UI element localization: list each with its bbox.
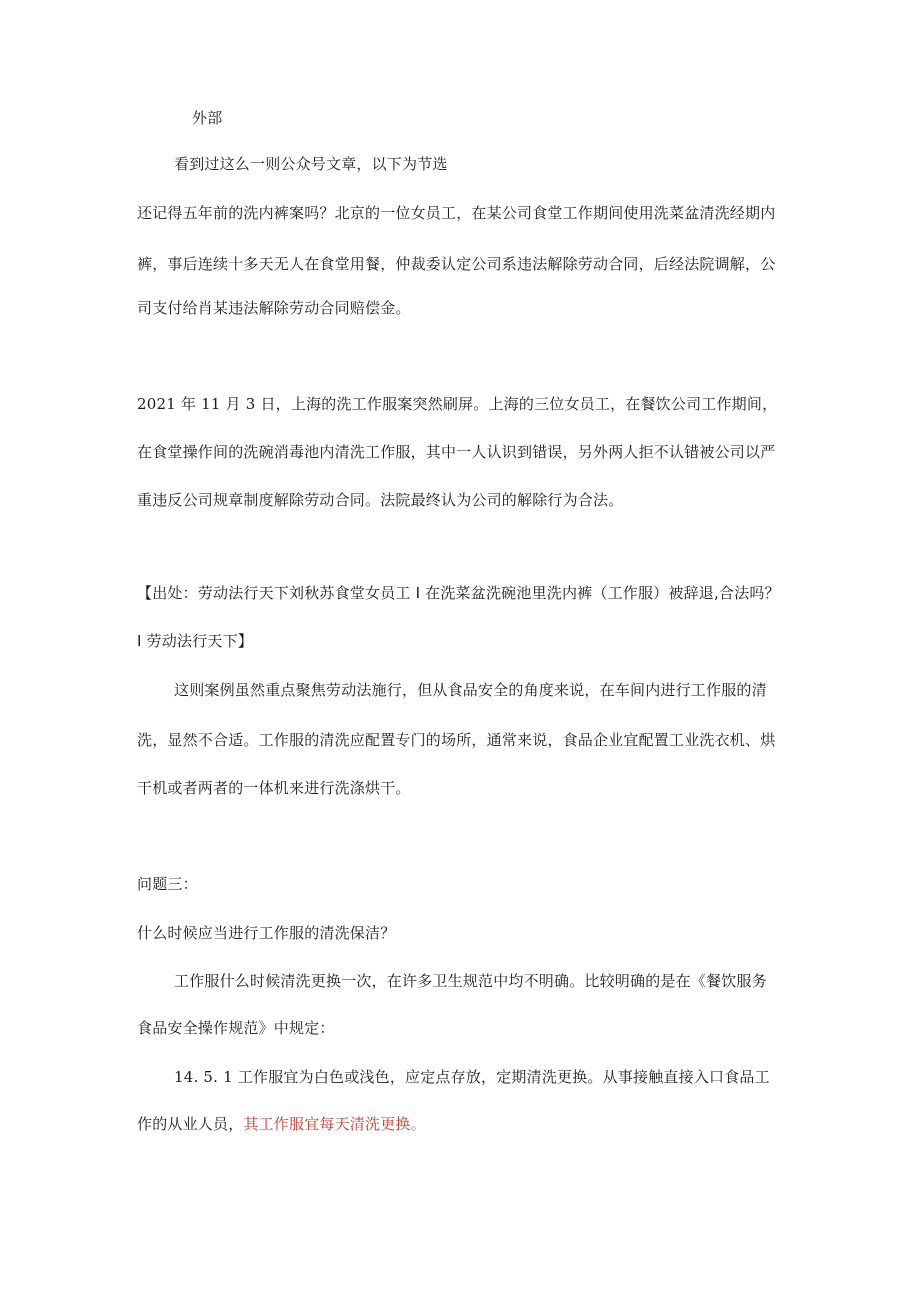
question-text: 什么时候应当进行工作服的清洗保洁？ xyxy=(137,924,396,942)
source-line-2: I 劳动法行天下】 xyxy=(137,632,253,650)
case2-line-1 xyxy=(137,393,797,415)
intro-text: 看到过这么一则公众号文章，以下为节选 xyxy=(174,155,448,173)
case1-line-3: 司支付给肖某违法解除劳动合同赔偿金。 xyxy=(137,299,411,317)
clause-line-1 xyxy=(174,1066,834,1088)
case1-line-2: 裤，事后连续十多天无人在食堂用餐，仲裁委认定公司系违法解除劳动合同，后经法院调解，公 xyxy=(137,255,776,273)
case2-month-unit: 月 xyxy=(220,395,246,413)
answer-line-1: 工作服什么时候清洗更换一次，在许多卫生规范中均不明确。比较明确的是在《餐饮服务 xyxy=(174,972,767,990)
commentary-line-1: 这则案例虽然重点聚焦劳动法施行，但从食品安全的角度来说，在车间内进行工作服的清 xyxy=(174,681,767,699)
case2-line-1-rest: 日，上海的洗工作服案突然刷屏。上海的三位女员工，在餐饮公司工作期间， xyxy=(255,395,778,413)
case2-line-2: 在食堂操作间的洗碗消毒池内清洗工作服，其中一人认识到错误，另外两人拒不认错被公司以严 xyxy=(137,443,776,461)
case2-year: 2021 xyxy=(137,395,176,413)
case2-month: 11 xyxy=(201,395,221,413)
clause-highlight-text: 其工作服宜每天清洗更换。 xyxy=(243,1115,426,1133)
commentary-line-2: 洗，显然不合适。工作服的清洗应配置专门的场所，通常来说，食品企业宜配置工业洗衣机、烘 xyxy=(137,731,776,749)
answer-line-2: 食品安全操作规范》中规定： xyxy=(137,1019,335,1037)
commentary-line-3: 干机或者两者的一体机来进行洗涤烘干。 xyxy=(137,779,411,797)
question-label: 问题三： xyxy=(137,875,198,893)
clause-line-2 xyxy=(137,1113,797,1135)
case2-year-unit: 年 xyxy=(175,395,202,413)
section-heading: 外部 xyxy=(192,109,223,127)
clause-line-1-text: 工作服宜为白色或浅色，应定点存放，定期清洗更换。从事接触直接入口食品工 xyxy=(232,1068,770,1086)
case2-day: 3 xyxy=(245,395,256,413)
clause-number: 14. 5. 1 xyxy=(174,1068,233,1086)
case1-line-1: 还记得五年前的洗内裤案吗？北京的一位女员工，在某公司食堂工作期间使用洗菜盆清洗经期内 xyxy=(137,204,776,222)
source-line-1: 【出处：劳动法行天下刘秋苏食堂女员工 I 在洗菜盆洗碗池里洗内裤（工作服）被辞退,合法吗？ xyxy=(137,584,780,602)
case2-line-3: 重违反公司规章制度解除劳动合同。法院最终认为公司的解除行为合法。 xyxy=(137,491,624,509)
clause-line-2-prefix: 作的从业人员， xyxy=(137,1115,244,1133)
